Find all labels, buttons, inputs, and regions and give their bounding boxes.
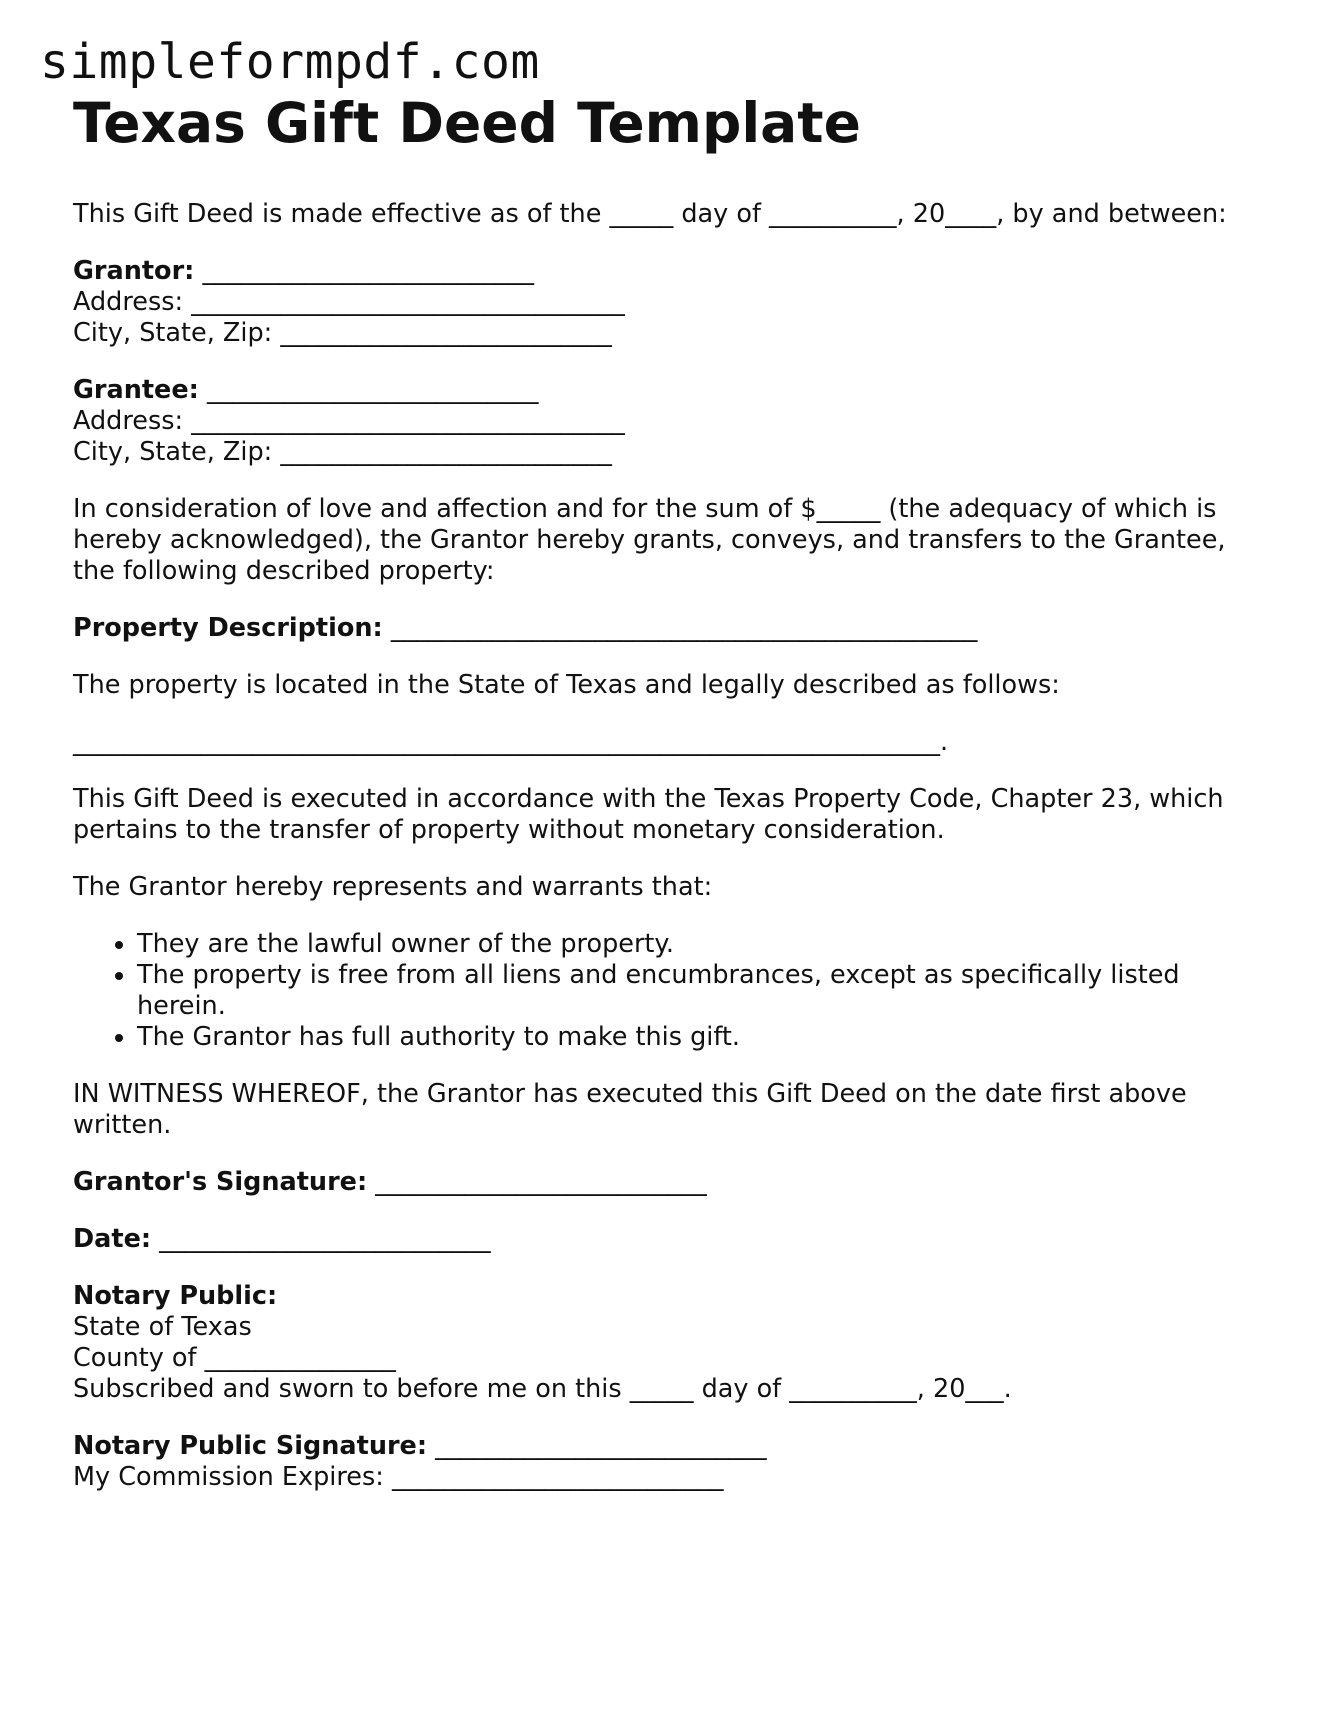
grantee-name-blank: __________________________ [198, 375, 539, 406]
property-location-clause: The property is located in the State of Texas and legally described as follows: [73, 670, 1060, 701]
grantor-block [73, 256, 1253, 349]
legal-description-blank: ____________________________________________________________________. [73, 727, 949, 758]
notary-signature-label: Notary Public Signature: [73, 1431, 428, 1462]
notary-signature-line [73, 1431, 1253, 1462]
grantee-block [73, 375, 1253, 468]
grantor-address-line: Address: __________________________________ [73, 287, 625, 318]
grantee-label: Grantee: [73, 375, 199, 406]
date-line [73, 1224, 1253, 1255]
notary-county-line: County of _______________ [73, 1343, 396, 1374]
property-description-label: Property Description: [73, 613, 383, 644]
grantor-signature-blank: __________________________ [367, 1167, 707, 1198]
effective-date-clause: This Gift Deed is made effective as of the _____ day of __________, 20____, by and between: [73, 199, 1227, 230]
notary-signature-block [73, 1431, 1253, 1493]
warranty-item: • The Grantor has full authority to make this gift. [137, 1022, 1253, 1053]
notary-block [73, 1281, 1253, 1405]
grantor-signature-label: Grantor's Signature: [73, 1167, 368, 1198]
warranties-intro: The Grantor hereby represents and warrants that: [73, 872, 713, 903]
grantee-address-line: Address: __________________________________ [73, 406, 625, 437]
grantor-name-blank: __________________________ [194, 256, 534, 287]
site-watermark: simpleformpdf.com [40, 34, 540, 90]
property-description-line [73, 613, 1253, 644]
witness-clause: IN WITNESS WHEREOF, the Grantor has executed this Gift Deed on the date first above written. [73, 1079, 1187, 1141]
grantor-name-line [73, 256, 1253, 287]
grantor-label: Grantor: [73, 256, 195, 287]
commission-expires-line: My Commission Expires: __________________________ [73, 1462, 724, 1493]
notary-signature-blank: __________________________ [427, 1431, 767, 1462]
consideration-clause: In consideration of love and affection and for the sum of $_____ (the adequacy of which is hereby acknowledged), the Grantor hereby grants, conveys, and transfers to the Grantee, the following described property: [73, 494, 1226, 587]
warranty-item: • They are the lawful owner of the property. [137, 929, 1253, 960]
property-code-clause: This Gift Deed is executed in accordance with the Texas Property Code, Chapter 23, which pertains to the transfer of property without monetary consideration. [73, 784, 1224, 846]
date-blank: __________________________ [151, 1224, 491, 1255]
warranty-item: • The property is free from all liens and encumbrances, except as specifically listed herein. [137, 960, 1253, 1022]
notary-state: State of Texas [73, 1312, 252, 1343]
gift-deed-document [73, 92, 1253, 1493]
notary-sworn-clause: Subscribed and sworn to before me on this _____ day of __________, 20___. [73, 1374, 1012, 1405]
grantee-city-line: City, State, Zip: __________________________ [73, 437, 612, 468]
grantor-city-line: City, State, Zip: __________________________ [73, 318, 612, 349]
document-title: Texas Gift Deed Template [73, 91, 861, 155]
notary-heading: Notary Public: [73, 1281, 278, 1312]
warranties-list [73, 929, 1253, 1053]
grantee-name-line [73, 375, 1253, 406]
grantor-signature-line [73, 1167, 1253, 1198]
property-description-blank: ______________________________________________ [382, 613, 978, 644]
date-label: Date: [73, 1224, 152, 1255]
